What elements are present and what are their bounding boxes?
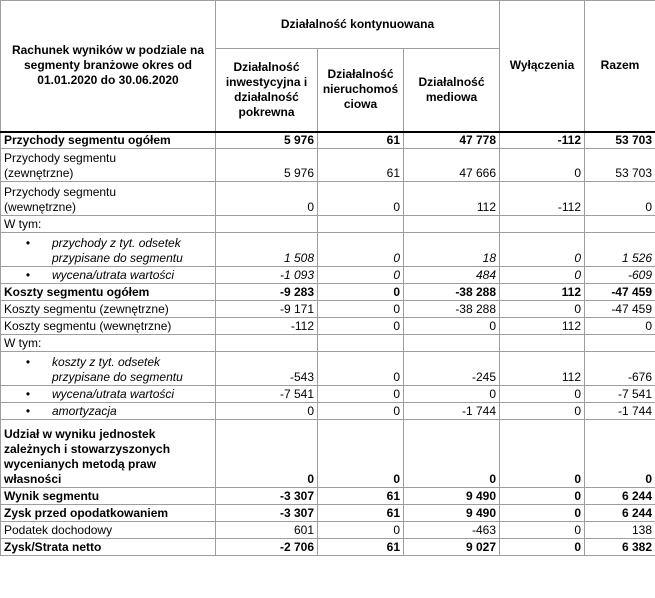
cell: 0 <box>216 420 318 488</box>
cell: -112 <box>500 182 585 216</box>
cell: -609 <box>585 267 655 284</box>
cell: 0 <box>585 318 655 335</box>
row-label: • przychody z tyt. odsetek przypisane do segmentu <box>1 233 216 267</box>
table-row <box>1 301 655 318</box>
cell: 61 <box>318 539 404 556</box>
cell: -676 <box>585 352 655 386</box>
cell: -47 459 <box>585 301 655 318</box>
cell: 9 490 <box>404 488 500 505</box>
cell: 0 <box>318 522 404 539</box>
row-label: Przychody segmentu (zewnętrzne) <box>1 149 216 182</box>
cell: 61 <box>318 488 404 505</box>
col-header-investment: Działalność inwestycyjna i działalność pokrewna <box>216 49 318 132</box>
row-label: Przychody segmentu (wewnętrzne) <box>1 182 216 216</box>
cell: 0 <box>318 420 404 488</box>
cell: -463 <box>404 522 500 539</box>
table-row <box>1 149 655 182</box>
cell: 112 <box>500 284 585 301</box>
cell: 6 244 <box>585 505 655 522</box>
cell: -38 288 <box>404 301 500 318</box>
cell: -7 541 <box>216 386 318 403</box>
row-label: Podatek dochodowy <box>1 522 216 539</box>
table-row <box>1 403 655 420</box>
cell: 0 <box>500 522 585 539</box>
table-row <box>1 132 655 149</box>
cell: 0 <box>216 182 318 216</box>
cell: 0 <box>500 488 585 505</box>
cell: -47 459 <box>585 284 655 301</box>
table-row <box>1 539 655 556</box>
bullet: • <box>25 268 31 282</box>
cell: 112 <box>404 182 500 216</box>
cell: 601 <box>216 522 318 539</box>
cell: -1 744 <box>585 403 655 420</box>
cell: -543 <box>216 352 318 386</box>
cell: 0 <box>500 301 585 318</box>
cell: 6 382 <box>585 539 655 556</box>
cell: 0 <box>318 301 404 318</box>
table-row <box>1 505 655 522</box>
cell: -9 283 <box>216 284 318 301</box>
bullet: • <box>25 236 31 250</box>
cell: 112 <box>500 318 585 335</box>
cell: 9 490 <box>404 505 500 522</box>
table-row <box>1 233 655 267</box>
row-label: Zysk przed opodatkowaniem <box>1 505 216 522</box>
cell: 0 <box>500 267 585 284</box>
cell: 0 <box>318 233 404 267</box>
row-label: Koszty segmentu (wewnętrzne) <box>1 318 216 335</box>
row-label: • amortyzacja <box>1 403 216 420</box>
group-header: Działalność kontynuowana <box>216 1 500 49</box>
cell: 61 <box>318 149 404 182</box>
cell: 0 <box>404 386 500 403</box>
cell: 0 <box>500 149 585 182</box>
row-label: W tym: <box>1 335 216 352</box>
cell: -38 288 <box>404 284 500 301</box>
table-row <box>1 216 655 233</box>
cell: -112 <box>500 132 585 149</box>
cell: 1 526 <box>585 233 655 267</box>
cell: 0 <box>216 403 318 420</box>
cell: -112 <box>216 318 318 335</box>
cell: 0 <box>585 420 655 488</box>
cell: 53 703 <box>585 132 655 149</box>
cell: -3 307 <box>216 488 318 505</box>
cell: -245 <box>404 352 500 386</box>
table-row <box>1 318 655 335</box>
table-row <box>1 420 655 488</box>
cell: 6 244 <box>585 488 655 505</box>
cell: 9 027 <box>404 539 500 556</box>
bullet: • <box>25 387 31 401</box>
row-label: Koszty segmentu ogółem <box>1 284 216 301</box>
col-header-total: Razem <box>585 1 655 132</box>
cell: 0 <box>500 420 585 488</box>
cell: 47 778 <box>404 132 500 149</box>
cell: 0 <box>500 403 585 420</box>
cell: 0 <box>404 318 500 335</box>
cell: 0 <box>318 352 404 386</box>
cell: 484 <box>404 267 500 284</box>
cell: 61 <box>318 132 404 149</box>
cell: -3 307 <box>216 505 318 522</box>
cell: 0 <box>318 284 404 301</box>
row-label: Koszty segmentu (zewnętrzne) <box>1 301 216 318</box>
cell: 47 666 <box>404 149 500 182</box>
table-row <box>1 352 655 386</box>
row-label: Udział w wyniku jednostek zależnych i stowarzyszonych wycenianych metodą praw własności <box>1 420 216 488</box>
col-header-media: Działalność mediowa <box>404 49 500 132</box>
row-label: • wycena/utrata wartości <box>1 267 216 284</box>
row-label: Przychody segmentu ogółem <box>1 132 216 149</box>
table-row <box>1 267 655 284</box>
row-label: Wynik segmentu <box>1 488 216 505</box>
cell: -7 541 <box>585 386 655 403</box>
cell: 0 <box>318 403 404 420</box>
cell: 5 976 <box>216 149 318 182</box>
cell: 0 <box>318 386 404 403</box>
col-header-eliminations: Wyłączenia <box>500 1 585 132</box>
cell: 5 976 <box>216 132 318 149</box>
cell: 0 <box>318 267 404 284</box>
cell: 0 <box>585 182 655 216</box>
cell: -1 093 <box>216 267 318 284</box>
cell: -1 744 <box>404 403 500 420</box>
row-label: Zysk/Strata netto <box>1 539 216 556</box>
cell: 0 <box>500 505 585 522</box>
cell: 112 <box>500 352 585 386</box>
table-row <box>1 182 655 216</box>
cell: 0 <box>318 318 404 335</box>
bullet: • <box>25 404 31 418</box>
table-title: Rachunek wyników w podziale na segmenty branżowe okres od 01.01.2020 do 30.06.2020 <box>1 1 216 132</box>
cell: 61 <box>318 505 404 522</box>
table-row <box>1 488 655 505</box>
cell: 0 <box>404 420 500 488</box>
cell: -9 171 <box>216 301 318 318</box>
cell: 0 <box>500 233 585 267</box>
cell: 18 <box>404 233 500 267</box>
row-label: • koszty z tyt. odsetek przypisane do segmentu <box>1 352 216 386</box>
row-label: W tym: <box>1 216 216 233</box>
bullet: • <box>25 355 31 369</box>
cell: 0 <box>500 539 585 556</box>
table-row <box>1 522 655 539</box>
table-row <box>1 386 655 403</box>
row-label: • wycena/utrata wartości <box>1 386 216 403</box>
cell: 1 508 <box>216 233 318 267</box>
cell: 0 <box>318 182 404 216</box>
table-row <box>1 284 655 301</box>
cell: -2 706 <box>216 539 318 556</box>
cell: 138 <box>585 522 655 539</box>
cell: 0 <box>500 386 585 403</box>
table-row <box>1 335 655 352</box>
col-header-real-estate: Działalność nieruchomoś ciowa <box>318 49 404 132</box>
cell: 53 703 <box>585 149 655 182</box>
